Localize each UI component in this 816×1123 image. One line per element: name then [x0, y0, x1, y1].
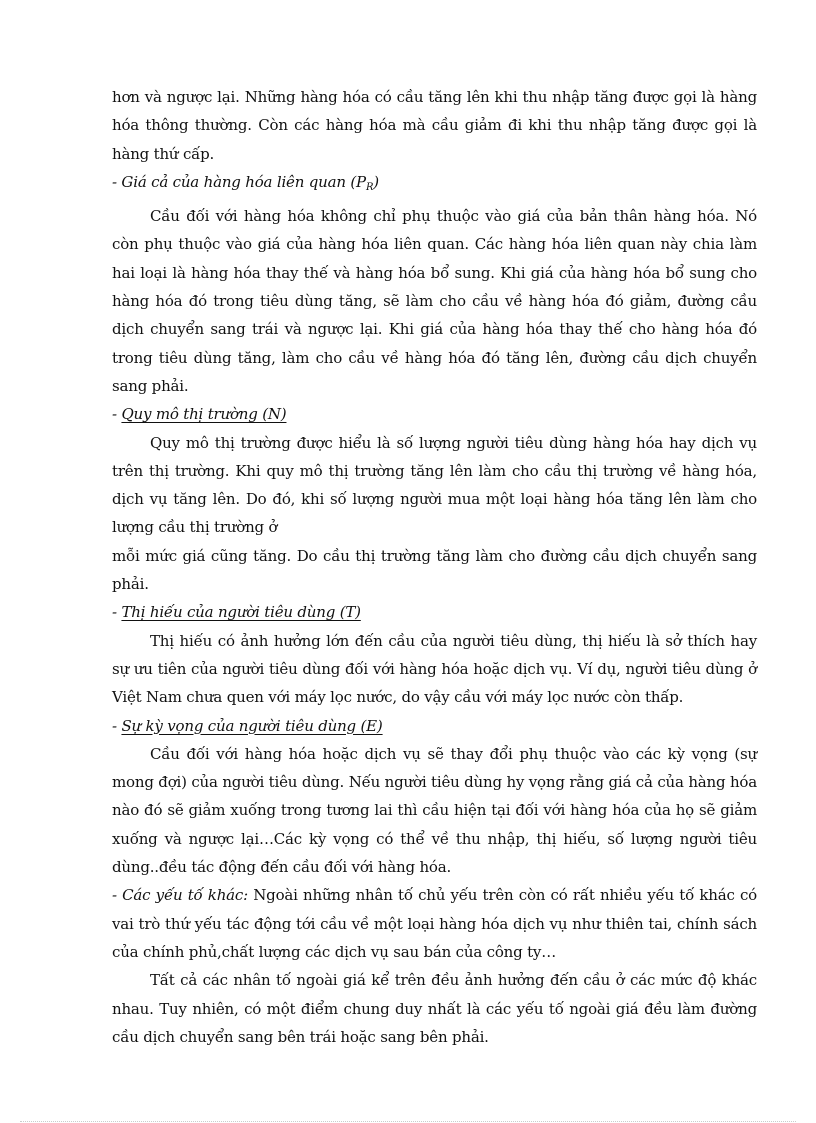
paragraph-income-goods: hơn và ngược lại. Những hàng hóa có cầu tăng lên khi thu nhập tăng được gọi là hàng hóa thông thường. Còn các hàng hóa mà cầu giảm đi khi thu nhập tăng được gọi là hàng thứ cấp.	[112, 88, 757, 163]
heading-text: Quy mô thị trường (N)	[121, 405, 287, 424]
heading-dash: -	[112, 716, 122, 735]
paragraph-consumer-expectation: Cầu đối với hàng hóa hoặc dịch vụ sẽ thay đổi phụ thuộc vào các kỳ vọng (sự mong đợi) của người tiêu dùng. Nếu người tiêu dùng hy vọng rằng giá cả của hàng hóa nào đó sẽ giảm xuống trong tương lai thì cầu hiện tại đối với hàng hóa của họ sẽ giảm xuống và ngược lại…Các kỳ vọng có thể về thu nhập, thị hiếu, số lượng người tiêu dùng..đều tác động đến cầu đối với hàng hóa.	[112, 744, 757, 877]
heading-close: )	[373, 172, 379, 191]
heading-consumer-expectation	[112, 712, 757, 740]
paragraph-related-goods: Cầu đối với hàng hóa không chỉ phụ thuộc vào giá của bản thân hàng hóa. Nó còn phụ thuộc vào giá của hàng hóa liên quan. Các hàng hóa liên quan này chia làm hai loại là hàng hóa thay thế và hàng hóa bổ sung. Khi giá của hàng hóa bổ sung cho hàng hóa đó trong tiêu dùng tăng, sẽ làm cho cầu về hàng hóa đó giảm, đường cầu dịch chuyển sang trái và ngược lại. Khi giá của hàng hóa thay thế cho hàng hóa đó trong tiêu dùng tăng, làm cho cầu về hàng hóa đó tăng lên, đường cầu dịch chuyển sang phải.	[112, 207, 757, 395]
heading-text: - Giá cả của hàng hóa liên quan (P	[112, 172, 366, 191]
heading-text: Sự kỳ vọng của người tiêu dùng (E)	[121, 716, 383, 735]
paragraph-market-size: Quy mô thị trường được hiểu là số lượng người tiêu dùng hàng hóa hay dịch vụ trên thị trường. Khi quy mô thị trường tăng lên làm cho cầu thị trường về hàng hóa, dịch vụ tăng lên. Do đó, khi số lượng người mua một loại hàng hóa tăng lên làm cho lượng cầu thị trường ở	[112, 433, 757, 537]
heading-market-size	[112, 400, 757, 428]
heading-dash: -	[112, 603, 122, 622]
other-factors-text: Ngoài những nhân tố chủ yếu trên còn có rất nhiều yếu tố khác có vai trò thứ yếu tác động tới cầu về một loại hàng hóa dịch vụ như thiên tai, chính sách của chính phủ,chất lượng các dịch vụ sau bán của công ty…	[112, 886, 758, 961]
heading-consumer-taste	[112, 598, 757, 626]
paragraph-market-size-continued: mỗi mức giá cũng tăng. Do cầu thị trường tăng làm cho đường cầu dịch chuyển sang phải.	[112, 546, 757, 594]
heading-related-goods-price	[112, 168, 757, 202]
document-body	[112, 83, 757, 1051]
other-factors-lead: - Các yếu tố khác:	[112, 886, 248, 905]
heading-text: Thị hiếu của người tiêu dùng (T)	[121, 603, 361, 622]
paragraph-consumer-taste: Thị hiếu có ảnh hưởng lớn đến cầu của người tiêu dùng, thị hiếu là sở thích hay sự ưu tiên của người tiêu dùng đối với hàng hóa hoặc dịch vụ. Ví dụ, người tiêu dùng ở Việt Nam chưa quen với máy lọc nước, do vậy cầu với máy lọc nước còn thấp.	[112, 631, 757, 707]
page-bottom-rule	[20, 1121, 796, 1122]
paragraph-conclusion: Tất cả các nhân tố ngoài giá kể trên đều ảnh hưởng đến cầu ở các mức độ khác nhau. Tuy nhiên, có một điểm chung duy nhất là các yếu tố ngoài giá đều làm đường cầu dịch chuyển sang bên trái hoặc sang bên phải.	[112, 971, 757, 1046]
paragraph-other-factors	[112, 881, 757, 966]
heading-subscript: R	[365, 181, 374, 193]
heading-dash: -	[112, 405, 122, 424]
